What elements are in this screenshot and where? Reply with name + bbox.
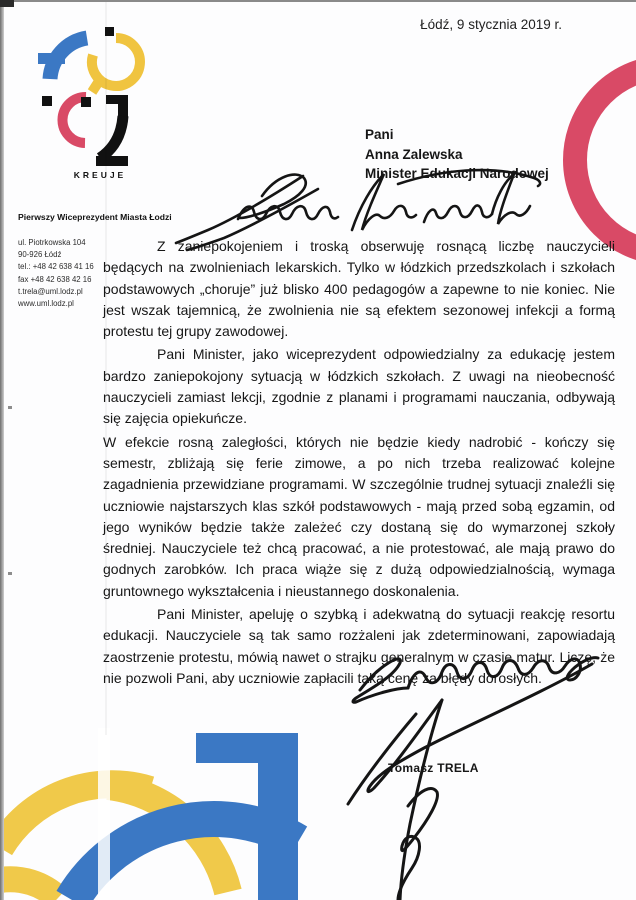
signer-name: Tomasz TRELA	[388, 761, 479, 775]
body-paragraph: Pani Minister, jako wiceprezydent odpowiedzialny za edukację jestem bardzo zaniepokojony sytuacją w łódzkich szkołach. Z uwagi na nieobecność nauczycieli zamiast lekcji, zgodnie z planami i programami nauczania, odbywają się zajęcia opiekuńcze.	[103, 346, 615, 427]
recipient-line: Pani	[365, 127, 394, 142]
scan-speck	[8, 406, 12, 409]
scan-speck	[8, 572, 12, 575]
logo-letter-d-red	[42, 96, 86, 143]
sender-address-line: tel.: +48 42 638 41 16	[18, 262, 94, 272]
scan-edge-top	[0, 0, 636, 2]
date-line: Łódź, 9 stycznia 2019 r.	[420, 17, 562, 32]
sender-email: t.trela@uml.lodz.pl	[18, 286, 83, 296]
sender-title: Pierwszy Wiceprezydent Miasta Łodzi	[18, 212, 172, 222]
scan-edge-left	[0, 0, 4, 900]
body-paragraph: Z zaniepokojeniem i troską obserwuję rosnącą liczbę nauczycieli będących na zwolnieniach lekarskich. Tylko w łódzkich przedszkolach i szkołach podstawowych „choruje” już blisko 400 pedagogów a zapewne to nie koniec. Nie jest wszak tajemnicą, że zwolnienia nie są efektem sezonowej infekcji a formą protestu tej grupy zawodowej.	[103, 238, 615, 340]
sender-address-line: fax +48 42 638 42 16	[18, 274, 92, 284]
body-paragraph: W efekcie rosną zaległości, których nie będzie kiedy nadrobić - kończy się semestr, zbliżają się ferie zimowe, a po nich trzeba realizować kolejne zagadnienia przewidziane programami. W szczególnie trudnej sytuacji znaleźli się uczniowie najstarszych klas szkół podstawowych - mają przed sobą egzamin, od jego wyników będzie także zależeć czy dostaną się do wymarzonej szkoły średniej. Nauczyciele też chcą pracować, a nie protestować, ale mają prawo do godnych zarobków. Ich praca wiąże się z dużą odpowiedzialnością, wymaga gruntownego wykształcenia i nieustannego doskonalenia.	[103, 433, 615, 599]
body-paragraph: Pani Minister, apeluję o szybką i adekwatną do sytuacji reakcję resortu edukacji. Nauczyciele są tak samo rozżaleni jak zdeterminowani, zapowiadają zaostrzenie protestu, mówią nawet o strajku generalnym w czasie matur. Liczę, że nie pozwoli Pani, aby uczniowie zapłacili taką cenę za błędy dorosłych.	[103, 606, 615, 686]
scan-crease	[98, 728, 110, 900]
logo-letter-o-yellow	[92, 27, 140, 92]
letter-body	[103, 236, 615, 691]
lodz-kreuje-logo	[0, 0, 180, 190]
recipient-line: Anna Zalewska	[365, 146, 463, 162]
scan-crease	[105, 0, 107, 735]
sender-address-line: 90-926 Łódź	[18, 250, 62, 260]
sender-website: www.uml.lodz.pl	[18, 299, 74, 309]
decorative-bottom-graphic	[0, 728, 340, 900]
sender-address-line: ul. Piotrkowska 104	[18, 238, 86, 247]
recipient-line: Minister Edukacji Narodowej	[365, 166, 549, 181]
logo-letter-l-blue	[38, 38, 87, 79]
scan-edge-corner	[0, 0, 14, 7]
logo-wordmark: KREUJE	[73, 170, 127, 180]
